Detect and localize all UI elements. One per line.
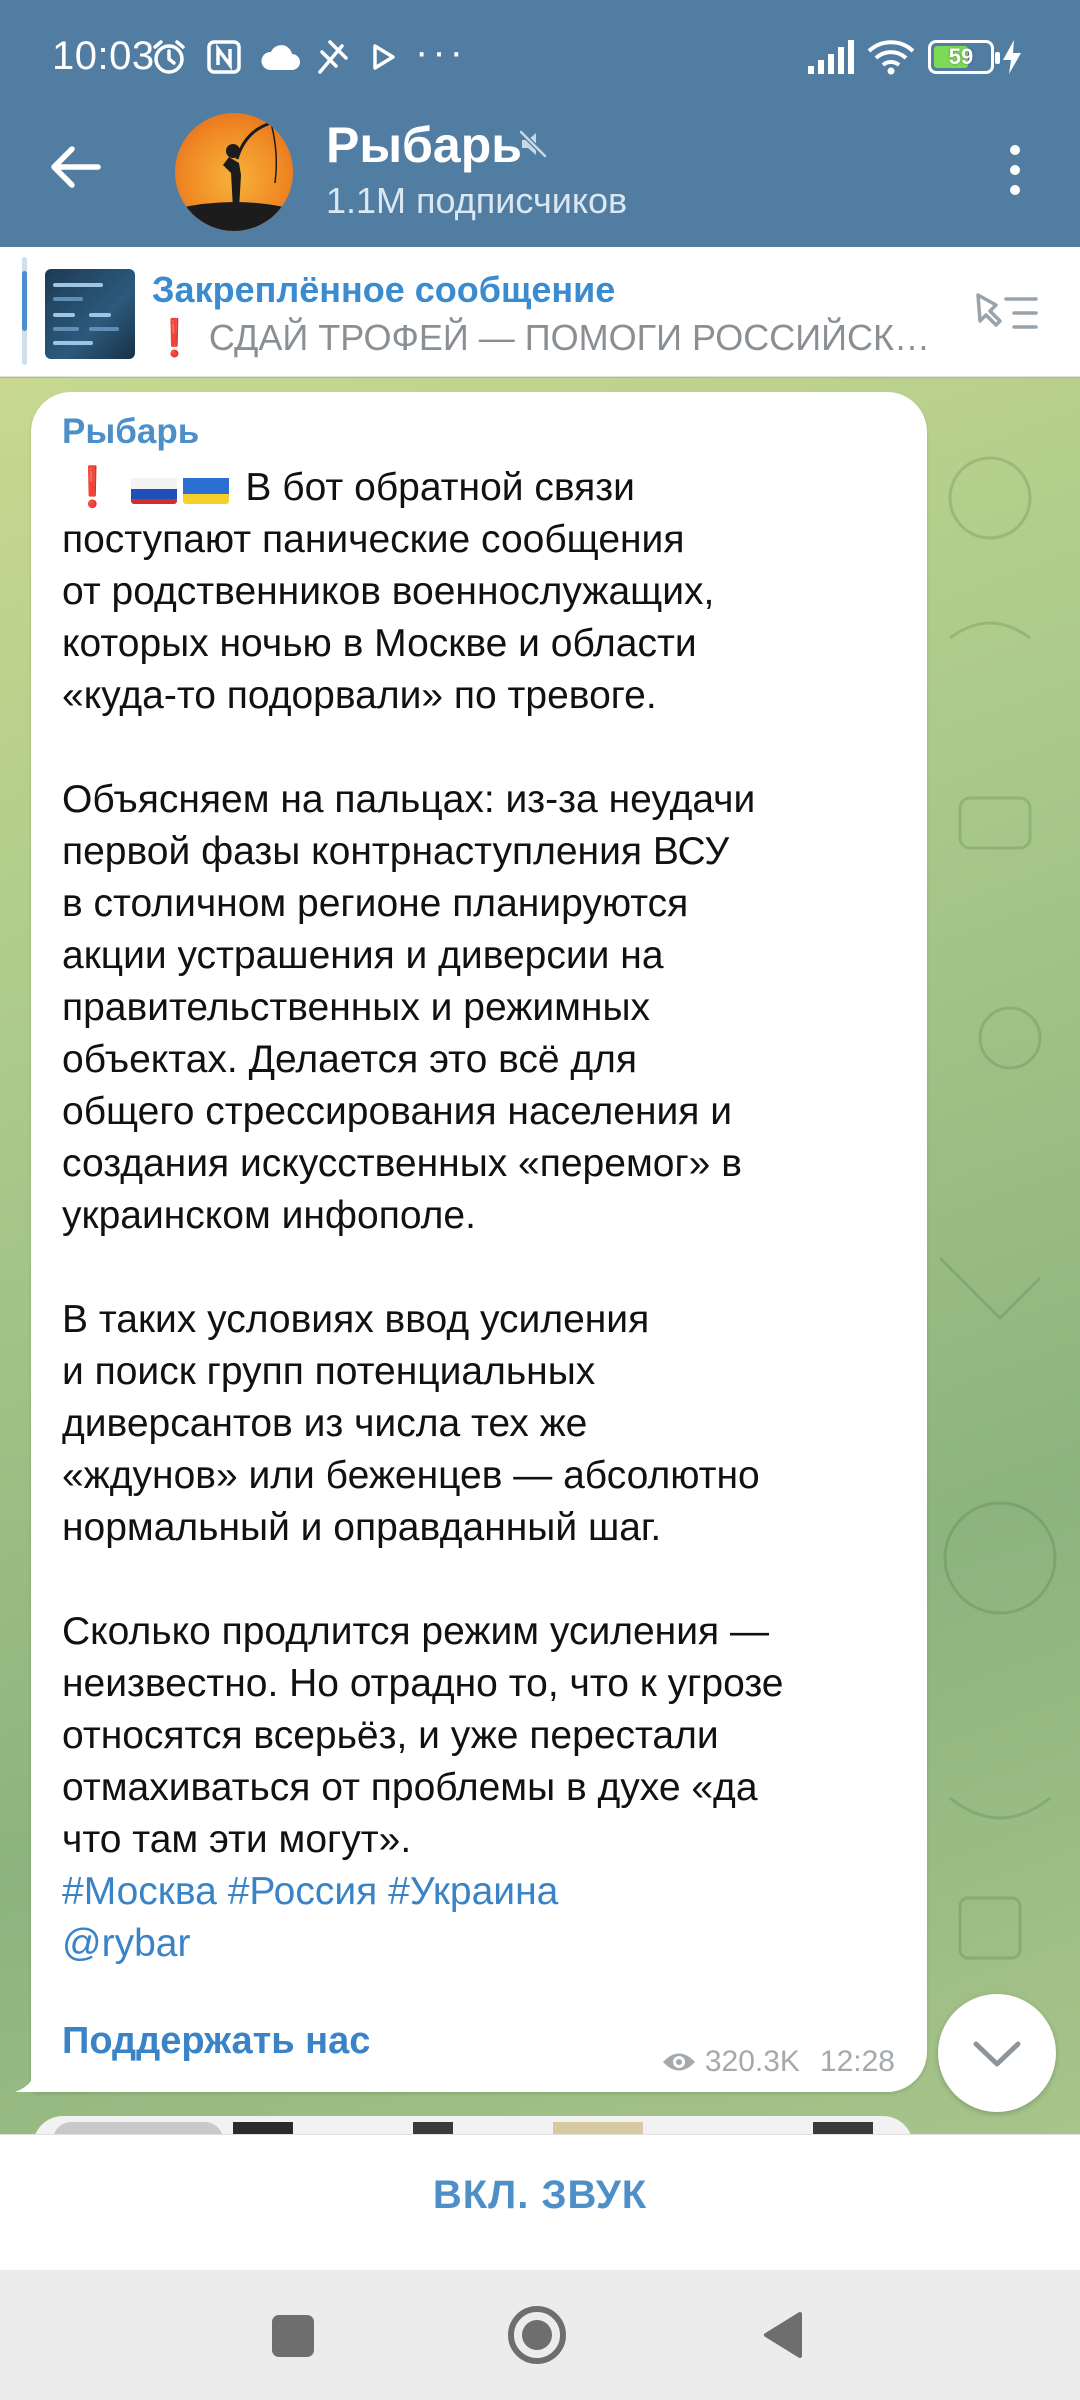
message-line: поступают панические сообщения bbox=[62, 518, 685, 561]
hashtags bbox=[62, 1866, 912, 1918]
muted-speaker-icon bbox=[517, 128, 549, 160]
nfc-icon bbox=[205, 38, 243, 76]
message-bubble[interactable] bbox=[31, 392, 927, 2092]
message-line: от родственников военнослужащих, bbox=[62, 570, 715, 613]
channel-avatar[interactable] bbox=[175, 113, 293, 231]
battery-indicator bbox=[928, 40, 994, 74]
pinned-thumbnail bbox=[45, 269, 135, 359]
ukraine-flag-icon bbox=[183, 472, 229, 504]
battery-percent: 59 bbox=[948, 44, 974, 69]
message-line: в столичном регионе планируются bbox=[62, 882, 689, 925]
message-line: и поиск групп потенциальных bbox=[62, 1350, 596, 1393]
message-line: акции устрашения и диверсии на bbox=[62, 934, 664, 977]
pinned-title: Закреплённое сообщение bbox=[152, 269, 616, 310]
message-line: первой фазы контрнаступления ВСУ bbox=[62, 830, 730, 873]
message-line: что там эти могут». bbox=[62, 1818, 412, 1861]
fisherman-logo-icon bbox=[175, 113, 293, 231]
view-count: 320.3K bbox=[704, 2045, 800, 2078]
message-line: Сколько продлится режим усиления — bbox=[62, 1610, 769, 1653]
signal-icon bbox=[806, 38, 856, 76]
pin-list-icon[interactable] bbox=[972, 283, 1042, 343]
russia-flag-icon bbox=[131, 472, 177, 504]
satellite-icon bbox=[312, 38, 350, 76]
exclamation-mark: ❗ bbox=[152, 317, 197, 358]
message-line: создания искусственных «перемог» в bbox=[62, 1142, 742, 1185]
message-line: объектах. Делается это всё для bbox=[62, 1038, 638, 1081]
message-text bbox=[62, 462, 912, 1970]
hashtag-link[interactable]: #Украина bbox=[388, 1870, 559, 1913]
eye-icon bbox=[661, 2049, 697, 2075]
message-intro bbox=[62, 462, 912, 514]
channel-title[interactable]: Рыбарь bbox=[326, 117, 523, 173]
bubble-tail bbox=[15, 2062, 45, 2092]
next-message-preview[interactable] bbox=[33, 2116, 913, 2134]
message-line: Объясняем на пальцах: из-за неудачи bbox=[62, 778, 756, 821]
message-line: отмахиваться от проблемы в духе «да bbox=[62, 1766, 758, 1809]
hashtag-link[interactable]: #Москва bbox=[62, 1870, 217, 1913]
exclamation-emoji: ❗ bbox=[68, 466, 117, 509]
unmute-button[interactable]: ВКЛ. ЗВУК bbox=[432, 2173, 648, 2217]
recent-apps-button[interactable] bbox=[272, 2315, 314, 2357]
message-line: относятся всерьёз, и уже перестали bbox=[62, 1714, 719, 1757]
system-back-icon[interactable] bbox=[760, 2310, 804, 2360]
cloud-icon bbox=[258, 38, 302, 76]
message-line: украинском инфополе. bbox=[62, 1194, 476, 1237]
pinned-text bbox=[152, 317, 942, 359]
message-line: В таких условиях ввод усиления bbox=[62, 1298, 650, 1341]
pinned-message-bar[interactable] bbox=[0, 247, 1080, 377]
message-line: неизвестно. Но отрадно то, что к угрозе bbox=[62, 1662, 784, 1705]
back-arrow-icon[interactable] bbox=[40, 132, 110, 202]
home-button[interactable] bbox=[508, 2306, 566, 2364]
message-line: нормальный и оправданный шаг. bbox=[62, 1506, 662, 1549]
hashtag-link[interactable]: #Россия bbox=[227, 1870, 378, 1913]
message-line: которых ночью в Москве и области bbox=[62, 622, 697, 665]
scroll-down-button[interactable] bbox=[938, 1994, 1056, 2112]
cast-icon bbox=[365, 38, 403, 76]
wifi-icon bbox=[866, 38, 916, 76]
bottom-action-bar bbox=[0, 2134, 1080, 2270]
message-line: общего стрессирования населения и bbox=[62, 1090, 733, 1133]
mention-link[interactable]: @rybar bbox=[62, 1922, 191, 1965]
message-time: 12:28 bbox=[819, 2045, 895, 2078]
app-header bbox=[0, 0, 1080, 247]
support-link[interactable]: Поддержать нас bbox=[62, 2020, 371, 2062]
message-line: диверсантов из числа тех же bbox=[62, 1402, 588, 1445]
message-meta bbox=[661, 2045, 895, 2079]
status-overflow: ··· bbox=[415, 30, 467, 74]
charging-icon bbox=[1000, 38, 1024, 76]
more-vertical-icon[interactable] bbox=[995, 140, 1035, 200]
message-line: «куда-то подорвали» по тревоге. bbox=[62, 674, 657, 717]
pinned-snippet: СДАЙ ТРОФЕЙ — ПОМОГИ РОССИЙСК… bbox=[208, 317, 930, 358]
status-bar bbox=[0, 0, 1080, 118]
subscriber-count: 1.1M подписчиков bbox=[326, 180, 628, 221]
message-author[interactable]: Рыбарь bbox=[62, 412, 200, 451]
chat-area[interactable] bbox=[0, 378, 1080, 2134]
message-intro-text: В бот обратной связи bbox=[245, 466, 635, 509]
message-line: «ждунов» или беженцев — абсолютно bbox=[62, 1454, 760, 1497]
status-time: 10:03 bbox=[52, 34, 155, 78]
alarm-icon bbox=[150, 38, 188, 76]
chevron-down-icon bbox=[938, 1994, 1056, 2112]
message-line: правительственных и режимных bbox=[62, 986, 650, 1029]
system-navigation-bar bbox=[0, 2270, 1080, 2400]
pinned-indicator bbox=[22, 257, 27, 365]
